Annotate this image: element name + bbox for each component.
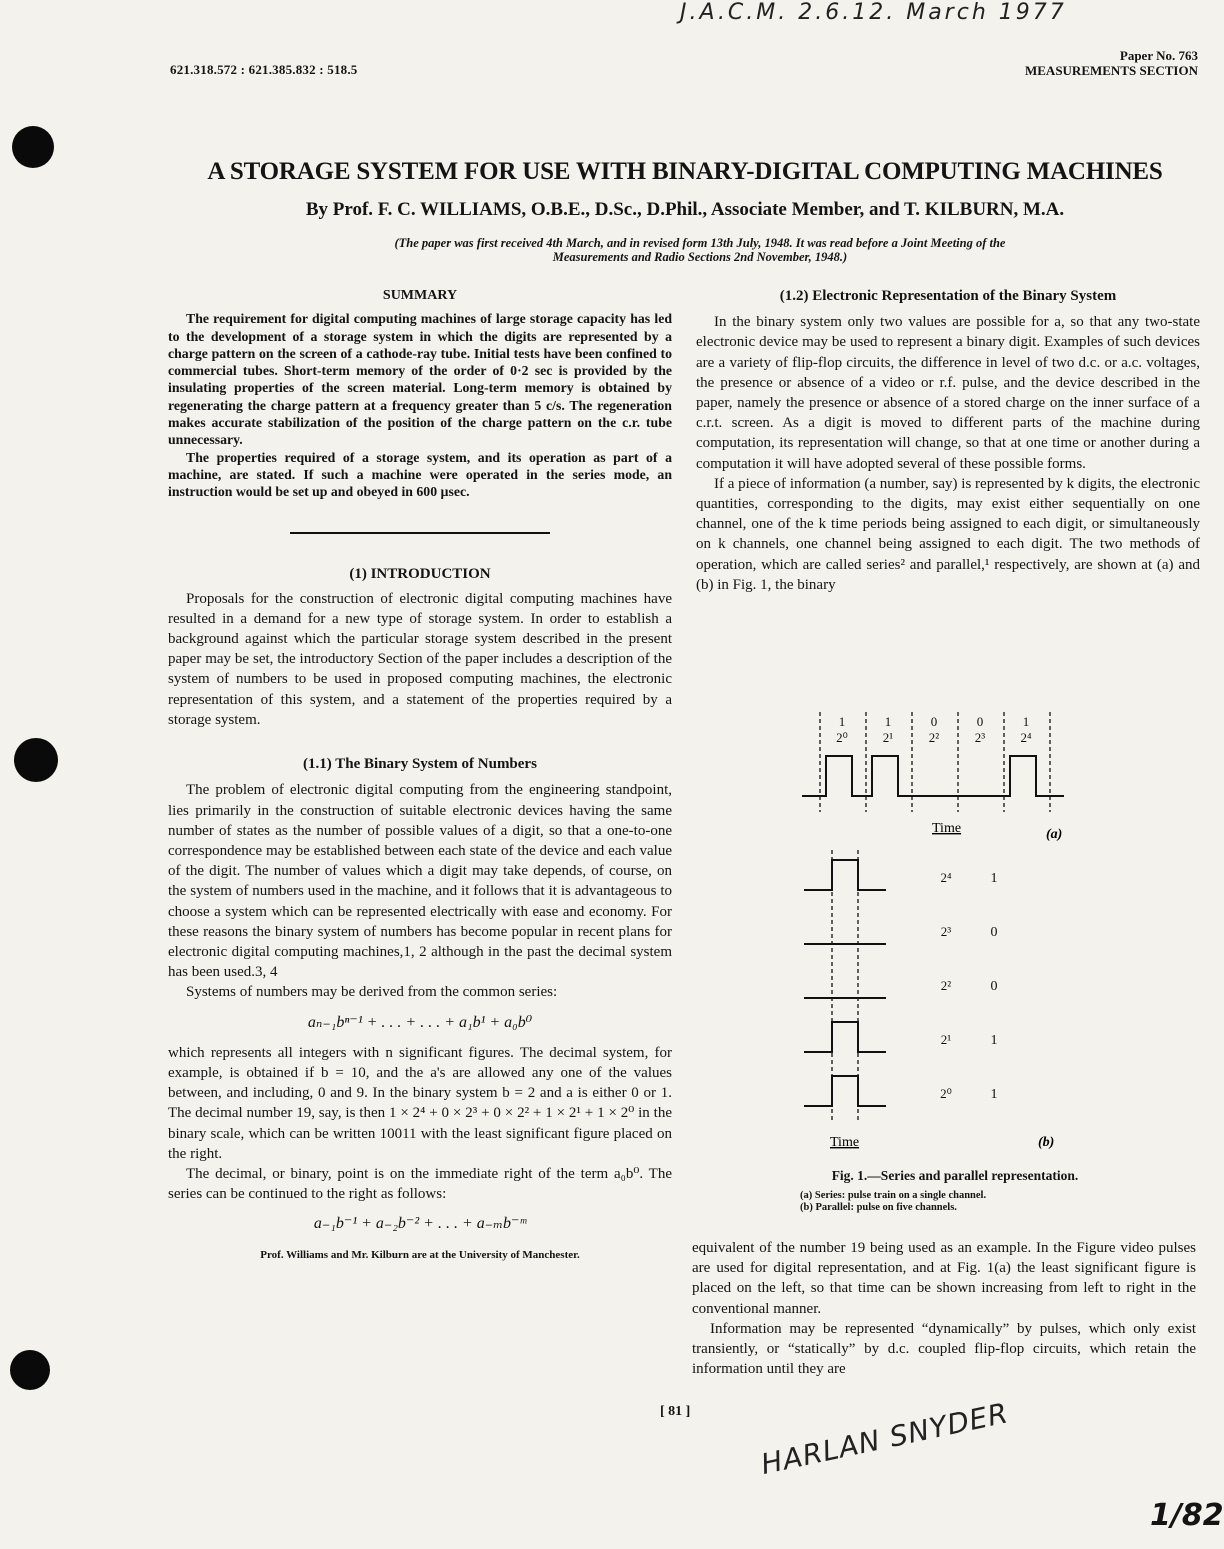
left-column (168, 286, 672, 1265)
summary-paragraph-1: The requirement for digital computing machines of large storage capacity has led to the development of a storage system in which the digits are represented by a charge pattern on the screen of a cathode-ray tube. Initial tests have been confined to commercial tubes. Short-term memory of the order of 0·2 sec is provided by the insulating properties of the screen material. Long-term memory is obtained by regenerating the charge pattern at a frequency greater than 5 c/s. The regeneration makes accurate stabilization of the position of the charge pattern on the c.r. tube unnecessary. (168, 311, 672, 448)
section-1-2-paragraph-1: In the binary system only two values are possible for a, so that any two-state electronic device may be used to represent a binary digit. Examples of such devices are a variety of flip-flop circuits, the difference in level of two d.c. or a.c. voltages, the presence or absence of a video or r.f. pulse, and the device described in the paper, namely the presence or absence of a stored charge on the inner surface of a c.r.t. screen. As a digit is moved to different parts of the machine during computation, its representation will change, so that at one time or another during a computation it will have adopted several of these possible forms. (696, 314, 1200, 472)
label-b: (b) (1038, 1135, 1055, 1150)
received-line-1: (The paper was first received 4th March, and in revised form 13th July, 1948. It was read before a Joint Meeting of the (394, 236, 1006, 250)
series-bit-power: 2⁴ (1020, 730, 1032, 745)
series-bit-value: 1 (1022, 714, 1030, 729)
series-bit-value: 1 (884, 714, 892, 729)
section-1-2-heading: (1.2) Electronic Representation of the Binary System (779, 288, 1117, 304)
paper-number: Paper No. 763 (1119, 48, 1198, 63)
author-affiliation-footnote: Prof. Williams and Mr. Kilburn are at the University of Manchester. (260, 1248, 580, 1261)
parallel-diagram (804, 850, 998, 1120)
section-name: MEASUREMENTS SECTION (1024, 63, 1198, 78)
parallel-channel-power: 2¹ (940, 1032, 952, 1047)
series-bit-power: 2² (928, 730, 940, 745)
paper-title: A STORAGE SYSTEM FOR USE WITH BINARY-DIGITAL COMPUTING MACHINES (207, 158, 1163, 185)
summary-body (168, 310, 672, 500)
series-bit-power: 2³ (974, 730, 986, 745)
section-divider (290, 532, 550, 534)
right-column-bottom (692, 1238, 1196, 1379)
series-bit-value: 0 (976, 714, 984, 729)
punch-hole-1 (12, 126, 54, 168)
parallel-channel-power: 2³ (940, 924, 952, 939)
section-1-1-paragraph-2: Systems of numbers may be derived from the common series: (186, 984, 558, 1001)
figure-caption-a: (a) Series: pulse train on a single channel. (800, 1190, 987, 1201)
series-pulse-train (802, 756, 1064, 796)
received-line-2: Measurements and Radio Sections 2nd November, 1948.) (552, 250, 848, 264)
figure-caption: Fig. 1.—Series and parallel representation. (831, 1168, 1079, 1183)
section-1-2-paragraph-3: equivalent of the number 19 being used as an example. In the Figure video pulses are used for digital representation, and at Fig. 1(a) the least significant figure is placed on the left, so that time can be shown increasing from left to right in the conventional manner. (692, 1240, 1196, 1317)
parallel-channel-power: 2⁴ (940, 870, 952, 885)
section-1-1-paragraph-1: The problem of electronic digital computing from the engineering standpoint, lies primarily in the construction of suitable electronic devices having the same number of states as the number of possible values of a digit, so that a one-to-one correspondence may be established between each state of the device and each value of the digit. The number of values which a digit may take depends, of course, on the system of numbers used in the machine, and it follows that it is advantageous to choose a system which can be represented electrically with ease and economy. For these reasons the binary system of numbers has become popular in recent plans for electronic digital computing machines,1, 2 although in the past the decimal system has been used.3, 4 (168, 782, 672, 981)
handwritten-note: J.A.C.M. 2.6.12. March 1977 (680, 0, 1067, 25)
punch-hole-3 (10, 1350, 50, 1390)
figure-caption-b: (b) Parallel: pulse on five channels. (800, 1202, 957, 1213)
parallel-channel-bit: 1 (990, 1087, 998, 1102)
parallel-channel-waveform (804, 1022, 886, 1052)
parallel-channel-bit: 0 (990, 979, 998, 994)
authors-line: By Prof. F. C. WILLIAMS, O.B.E., D.Sc., D.Phil., Associate Member, and T. KILBURN, M.A. (305, 199, 1065, 220)
udc-classification: 621.318.572 : 621.385.832 : 518.5 (170, 62, 358, 77)
summary-paragraph-2: The properties required of a storage system, and its operation as part of a machine, are stated. If such a machine were operated in the series mode, an instruction would be set up and obeyed in 600 µsec. (168, 449, 672, 500)
series-bit-power: 2⁰ (836, 730, 848, 745)
label-a: (a) (1046, 827, 1063, 842)
figure-caption-block (790, 1168, 1120, 1214)
intro-heading: (1) INTRODUCTION (349, 566, 491, 583)
parallel-channel-bit: 0 (990, 925, 998, 940)
parallel-channel-bit: 1 (990, 871, 998, 886)
section-1-1-heading: (1.1) The Binary System of Numbers (303, 756, 537, 773)
time-label-b: Time (830, 1135, 860, 1150)
series-bit-power: 2¹ (882, 730, 894, 745)
section-1-2-paragraph-2: If a piece of information (a number, say) is represented by k digits, the electronic quantities, corresponding to the digits, may exist either sequentially on one channel, one of the k time periods being assigned to each digit, or simultaneously on k channels, one channel being assigned to each digit. The two methods of operation, which are called series² and parallel,¹ respectively, are shown at (a) and (b) in Fig. 1, the binary (696, 475, 1200, 593)
received-note (230, 236, 1170, 264)
parallel-channel-power: 2² (940, 978, 952, 993)
series-formula: aₙ₋₁bⁿ⁻¹ + . . . + . . . + a₁b¹ + a₀b⁰ (307, 1013, 533, 1031)
punch-hole-2 (14, 738, 58, 782)
parallel-channel-waveform (804, 1076, 886, 1106)
owner-stamp: HARLAN SNYDER (758, 1396, 1012, 1481)
paper-number-block (1025, 48, 1198, 78)
section-1-1-paragraph-4: The decimal, or binary, point is on the immediate right of the term a₀b⁰. The series can be continued to the right as follows: (168, 1165, 672, 1203)
page-number: [ 81 ] (660, 1404, 691, 1419)
intro-paragraph-1: Proposals for the construction of electronic digital computing machines have resulted in a demand for a new type of storage system. In order to establish a background against which the particular storage system described in the present paper may be set, the introductory Section of the paper includes a description of the system of numbers to be used in proposed computing machines, the electronic representation of this system, and a statement of the properties required by a storage system. (168, 590, 672, 728)
parallel-channel-waveform (804, 860, 886, 890)
series-bit-value: 0 (930, 714, 938, 729)
handwritten-scribble: 1/82 (1150, 1498, 1224, 1533)
figure-1 (790, 700, 1120, 1160)
time-label-a: Time (932, 821, 962, 836)
fraction-formula: a₋₁b⁻¹ + a₋₂b⁻² + . . . + a₋ₘb⁻ᵐ (313, 1215, 527, 1233)
parallel-channel-power: 2⁰ (940, 1086, 952, 1101)
right-column-top (696, 286, 1200, 595)
summary-heading: SUMMARY (382, 288, 458, 303)
section-1-1-paragraph-3: which represents all integers with n significant figures. The decimal system, for example, is obtained if b = 10, and the a's are allowed any one of the values between, and including, 0 and 9. In the binary system b = 2 and a is either 0 or 1. The decimal number 19, say, is then 1 × 2⁴ + 0 × 2³ + 0 × 2² + 1 × 2¹ + 1 × 2⁰ in the binary scale, which can be written 10011 with the least significant figure placed on the right. (168, 1044, 672, 1162)
series-bit-value: 1 (838, 714, 846, 729)
parallel-channel-bit: 1 (990, 1033, 998, 1048)
series-diagram (802, 712, 1064, 812)
section-1-2-paragraph-4: Information may be represented “dynamically” by pulses, which only exist transiently, or “statically” by d.c. coupled flip-flop circuits, which retain the information until they are (692, 1320, 1196, 1378)
